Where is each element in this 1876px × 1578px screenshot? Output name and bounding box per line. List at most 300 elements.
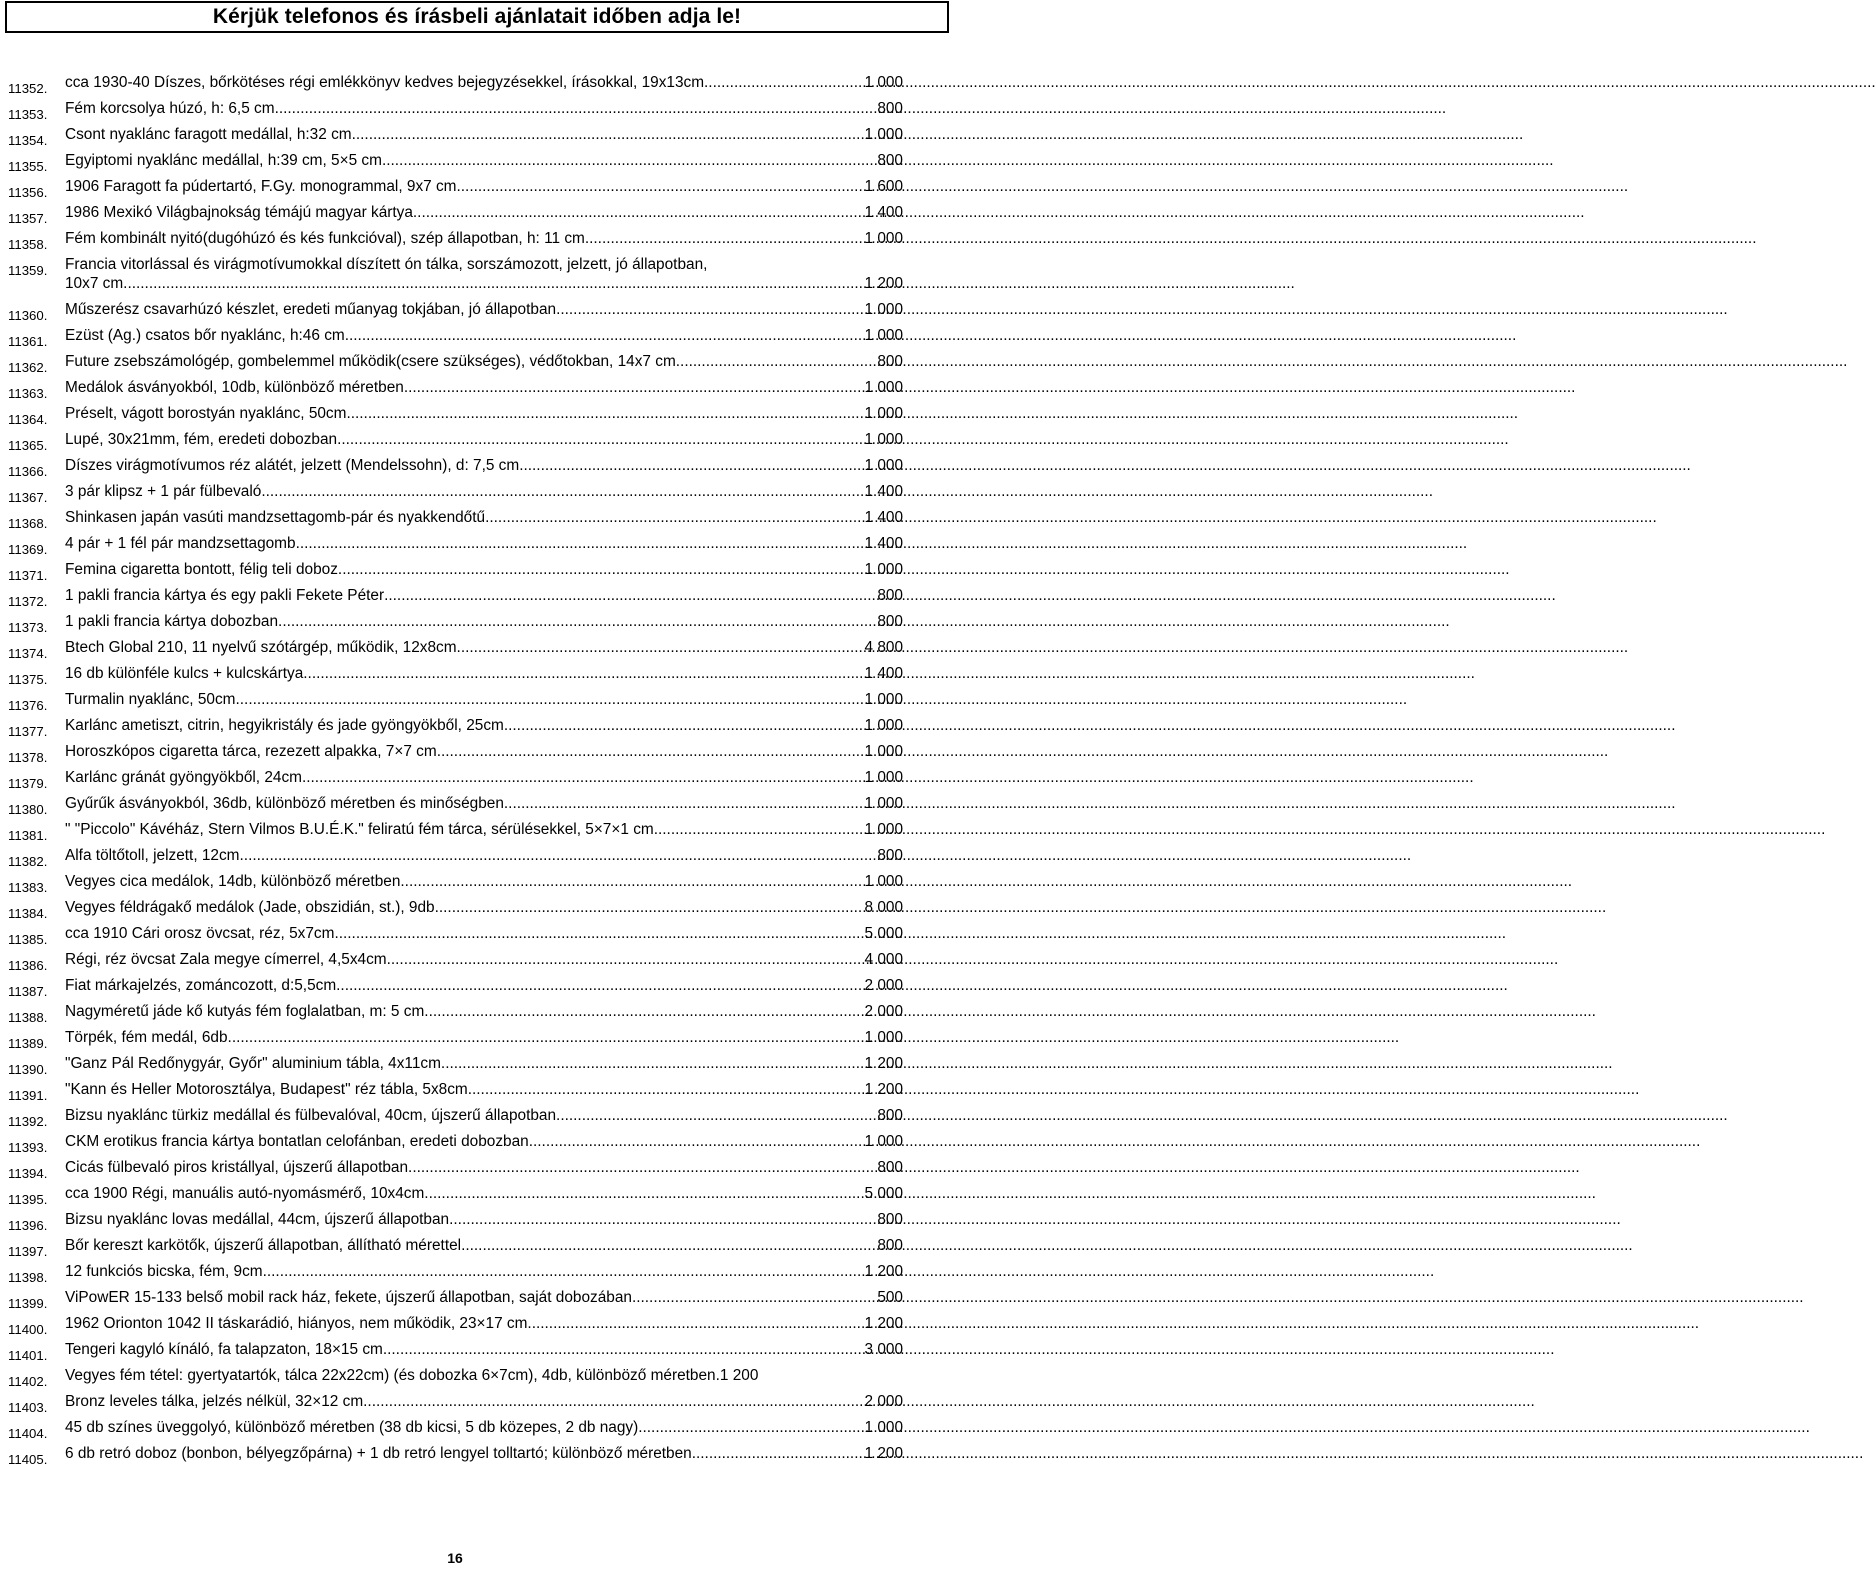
list-item [8,99,903,125]
item-line [65,1444,903,1463]
item-description: Btech Global 210, 11 nyelvű szótárgép, működik, 12x8cm [65,639,457,656]
dot-leader [638,1418,864,1437]
item-line [65,742,903,761]
dot-leader [556,300,864,319]
item-description: ViPowER 15-133 belső mobil rack ház, fekete, újszerű állapotban, saját dobozában [65,1289,632,1306]
item-description: "Ganz Pál Redőnygyár, Győr" aluminium tábla, 4x11cm [65,1055,441,1072]
item-price: 2 000 [864,977,903,994]
item-number: 11397. [8,1244,48,1259]
list-item [8,1054,903,1080]
item-description-block [65,1366,903,1385]
list-item [8,177,903,203]
item-line [65,430,903,449]
dot-leader [632,1288,877,1307]
dot-leader [654,820,865,839]
list-item [8,1366,903,1392]
item-price: 1 000 [864,1419,903,1436]
dot-leader [437,742,865,761]
item-price: 1 000 [864,327,903,344]
item-description-block [65,1262,903,1281]
item-description: " "Piccolo" Kávéház, Stern Vilmos B.U.É.K." feliratú fém tárca, sérülésekkel, 5×7×1 cm [65,821,654,838]
item-description-block [65,586,903,605]
item-number: 11389. [8,1036,48,1051]
item-line [65,1106,903,1125]
item-description-block [65,1418,903,1437]
item-line [65,177,903,196]
item-line [65,768,903,787]
item-number: 11390. [8,1062,48,1077]
item-number: 11378. [8,750,48,765]
dot-leader [404,378,865,397]
list-item [8,1080,903,1106]
item-description-block [65,1236,903,1255]
item-price: 800 [877,1237,903,1254]
list-item [8,378,903,404]
item-price: 800 [877,1211,903,1228]
item-line [65,73,903,92]
item-description: "Kann és Heller Motorosztálya, Budapest" réz tábla, 5x8cm [65,1081,468,1098]
item-number: 11396. [8,1218,48,1233]
item-description-block [65,768,903,787]
item-line [65,482,903,501]
item-description-block [65,482,903,501]
item-description: 10x7 cm [65,275,124,292]
item-number: 11361. [8,334,48,349]
item-description-block [65,664,903,683]
item-description: Nagyméretű jáde kő kutyás fém foglalatban, m: 5 cm [65,1003,425,1020]
item-number: 11368. [8,516,48,531]
item-line [65,1288,903,1307]
item-line [65,99,903,118]
item-description-block [65,534,903,553]
item-description-block [65,99,903,118]
item-line [65,586,903,605]
item-price: 1 400 [864,509,903,526]
item-number: 11386. [8,958,48,973]
item-number: 11365. [8,438,48,453]
item-price: 1 000 [864,821,903,838]
item-description-block [65,846,903,865]
dot-leader [346,404,864,423]
item-number: 11405. [8,1452,48,1467]
item-line [65,1236,903,1255]
item-line [65,534,903,553]
item-number: 11398. [8,1270,48,1285]
list-item [8,820,903,846]
list-item [8,1262,903,1288]
item-price: 1 000 [864,405,903,422]
dot-leader [236,690,865,709]
item-line [65,664,903,683]
item-line [65,1418,903,1437]
dot-leader [435,898,865,917]
item-line [65,1262,903,1281]
list-item [8,404,903,430]
item-number: 11353. [8,107,48,122]
item-description: Femina cigaretta bontott, félig teli doboz [65,561,338,578]
item-price: 1 000 [864,230,903,247]
item-description-block [65,1158,903,1177]
item-line [65,1002,903,1021]
item-description-block [65,612,903,631]
item-price: 4 800 [864,639,903,656]
dot-leader [303,664,864,683]
item-description-block [65,1444,903,1463]
item-description: Alfa töltőtoll, jelzett, 12cm [65,847,240,864]
item-price: 2 000 [864,1003,903,1020]
item-number: 11380. [8,802,48,817]
item-line [65,378,903,397]
item-description: Vegyes féldrágakő medálok (Jade, obszidián, st.), 9db [65,899,435,916]
item-number: 11381. [8,828,48,843]
list-item [8,872,903,898]
item-description-block [65,872,903,891]
item-line [65,560,903,579]
item-line [65,274,903,293]
item-description-block [65,151,903,170]
list-item [8,482,903,508]
list-item [8,508,903,534]
list-item [8,1392,903,1418]
item-price: 1 200 [864,1263,903,1280]
item-description: Fém kombinált nyitó(dugóhúzó és kés funkcióval), szép állapotban, h: 11 cm [65,230,585,247]
item-description: Cicás fülbevaló piros kristállyal, újszerű állapotban [65,1159,409,1176]
list-item [8,560,903,586]
list-item [8,1184,903,1210]
item-description: 3 pár klipsz + 1 pár fülbevaló [65,483,262,500]
dot-leader [441,1054,865,1073]
item-description-block [65,1080,903,1099]
dot-leader [345,326,865,345]
list-item [8,326,903,352]
item-number: 11352. [8,81,48,96]
item-line [65,300,903,319]
item-number: 11387. [8,984,48,999]
dot-leader [336,976,864,995]
list-item [8,716,903,742]
item-description-block [65,404,903,423]
item-line [65,1210,903,1229]
list-item [8,456,903,482]
item-price: 1 000 [864,431,903,448]
list-item [8,255,903,300]
item-line [65,1366,903,1385]
dot-leader: . [715,1367,720,1384]
item-description: 1906 Faragott fa púdertartó, F.Gy. monogrammal, 9x7 cm [65,178,457,195]
list-item [8,1132,903,1158]
dot-leader [424,1184,864,1203]
list-item [8,1340,903,1366]
item-line [65,1028,903,1047]
item-line [65,1054,903,1073]
dot-leader [585,229,865,248]
dot-leader [275,99,878,118]
item-price: 1 000 [864,457,903,474]
item-line [65,1158,903,1177]
item-description-block [65,508,903,527]
item-price: 8 000 [864,899,903,916]
item-number: 11363. [8,386,48,401]
item-description: 6 db retró doboz (bonbon, bélyegzőpárna) + 1 db retró lengyel tolltartó; különböző méretben [65,1445,692,1462]
item-price: 500 [877,1289,903,1306]
item-number: 11358. [8,237,48,252]
item-description: 16 db különféle kulcs + kulcskártya [65,665,304,682]
dot-leader [457,638,865,657]
item-description-block [65,300,903,319]
item-line [65,872,903,891]
item-number: 11403. [8,1400,48,1415]
list-item [8,1210,903,1236]
item-number: 11401. [8,1348,48,1363]
list-item [8,1106,903,1132]
item-line [65,638,903,657]
item-line [65,690,903,709]
item-line [65,352,903,371]
item-line [65,1080,903,1099]
item-description: Fiat márkajelzés, zománcozott, d:5,5cm [65,977,337,994]
item-price: 800 [877,587,903,604]
item-description-block [65,898,903,917]
item-price: 800 [877,152,903,169]
item-description: Karlánc gránát gyöngyökből, 24cm [65,769,302,786]
item-description: Horoszkópos cigaretta tárca, rezezett alpakka, 7×7 cm [65,743,437,760]
dot-leader [556,1106,877,1125]
item-price: 1 000 [864,561,903,578]
list-item [8,1158,903,1184]
dot-leader [529,1132,865,1151]
item-number: 11376. [8,698,48,713]
item-description-block [65,1054,903,1073]
item-description: Préselt, vágott borostyán nyaklánc, 50cm [65,405,347,422]
item-price: 1 400 [864,665,903,682]
item-line [65,794,903,813]
item-description: Bőr kereszt karkötők, újszerű állapotban, állítható mérettel [65,1237,462,1254]
item-number: 11373. [8,620,48,635]
item-price: 1 200 [719,1367,759,1384]
dot-leader [504,716,865,735]
list-item [8,898,903,924]
list-item [8,768,903,794]
item-description: Medálok ásványokból, 10db, különböző méretben [65,379,404,396]
dot-leader [263,1262,865,1281]
item-line [65,125,903,144]
dot-leader [457,177,865,196]
item-description-block [65,203,903,222]
page-title: Kérjük telefonos és írásbeli ajánlatait időben adja le! [212,5,742,28]
item-description-block [65,560,903,579]
item-price: 1 000 [864,743,903,760]
dot-leader [413,203,865,222]
item-description-block [65,1314,903,1333]
item-number: 11359. [8,263,48,278]
item-price: 5 000 [864,925,903,942]
list-item [8,1002,903,1028]
item-number: 11374. [8,646,48,661]
item-description-block [65,690,903,709]
item-price: 1 200 [864,1315,903,1332]
item-line [65,1314,903,1333]
item-description: cca 1900 Régi, manuális autó-nyomásmérő, 10x4cm [65,1185,425,1202]
list-item [8,690,903,716]
item-description-block [65,1392,903,1411]
item-line [65,820,903,839]
dot-leader [519,456,864,475]
item-description: Fém korcsolya húzó, h: 6,5 cm [65,100,275,117]
item-price: 1 400 [864,204,903,221]
item-description-block [65,326,903,345]
dot-leader [704,73,864,92]
list-item [8,1288,903,1314]
dot-leader [485,508,864,527]
item-number: 11354. [8,133,48,148]
item-number: 11388. [8,1010,48,1025]
item-line [65,1184,903,1203]
item-description: Egyiptomi nyaklánc medállal, h:39 cm, 5×5 cm [65,152,382,169]
item-description: CKM erotikus francia kártya bontatlan celofánban, eredeti dobozban [65,1133,529,1150]
list-item [8,73,903,99]
dot-leader [504,794,865,813]
dot-leader [676,352,878,371]
item-number: 11394. [8,1166,48,1181]
dot-leader [240,846,878,865]
item-number: 11375. [8,672,48,687]
dot-leader [337,430,864,449]
item-number: 11355. [8,159,48,174]
item-number: 11364. [8,412,48,427]
item-description: cca 1910 Cári orosz övcsat, réz, 5x7cm [65,925,335,942]
item-price: 1 000 [864,769,903,786]
item-description: Csont nyaklánc faragott medállal, h:32 cm [65,126,352,143]
item-price: 1 600 [864,178,903,195]
item-description: Vegyes fém tétel: gyertyatartók, tálca 22x22cm) (és dobozka 6×7cm), 4db, különböző méretben [65,1367,716,1384]
item-number: 11404. [8,1426,48,1441]
list-item [8,430,903,456]
list-item [8,1444,903,1470]
list-item [8,976,903,1002]
dot-leader [278,612,877,631]
item-price: 1 200 [864,1055,903,1072]
item-description: Shinkasen japán vasúti mandzsettagomb-pár és nyakkendőtű [65,509,486,526]
dot-leader [363,1392,864,1411]
item-description: cca 1930-40 Díszes, bőrkötéses régi emlékkönyv kedves bejegyzésekkel, írásokkal, 19x13cm [65,74,705,91]
item-description: Műszerész csavarhúzó készlet, eredeti műanyag tokjában, jó állapotban [65,301,557,318]
item-description: Régi, réz övcsat Zala megye címerrel, 4,5x4cm [65,951,387,968]
header-banner [5,1,949,33]
item-description-block [65,794,903,813]
item-description: Ezüst (Ag.) csatos bőr nyaklánc, h:46 cm [65,327,345,344]
item-description-block [65,976,903,995]
item-number: 11367. [8,490,48,505]
item-price: 1 400 [864,483,903,500]
dot-leader [461,1236,877,1255]
item-line [65,404,903,423]
item-description: Turmalin nyaklánc, 50cm [65,691,236,708]
item-description-block [65,1288,903,1307]
item-price: 4 000 [864,951,903,968]
item-price: 5 000 [864,1185,903,1202]
list-item [8,846,903,872]
item-description-block [65,716,903,735]
item-number: 11362. [8,360,48,375]
item-price: 1 000 [864,717,903,734]
dot-leader [383,1340,865,1359]
item-line [65,950,903,969]
item-description-block [65,352,903,371]
item-number: 11384. [8,906,48,921]
item-price: 1 000 [864,795,903,812]
item-number: 11356. [8,185,48,200]
item-description-block [65,229,903,248]
dot-leader [352,125,865,144]
item-number: 11372. [8,594,48,609]
list-item [8,229,903,255]
item-description-block [65,950,903,969]
dot-leader [692,1444,865,1463]
item-number: 11379. [8,776,48,791]
dot-leader [468,1080,865,1099]
list-item [8,664,903,690]
item-line [65,1132,903,1151]
auction-item-list [8,73,903,1470]
item-description: Karlánc ametiszt, citrin, hegyikristály és jade gyöngyökből, 25cm [65,717,504,734]
item-description-block [65,255,903,293]
item-description-block [65,1132,903,1151]
item-description: 1 pakli francia kártya dobozban [65,613,279,630]
item-price: 800 [877,1107,903,1124]
item-description-block [65,638,903,657]
item-number: 11392. [8,1114,48,1129]
list-item [8,1236,903,1262]
item-number: 11357. [8,211,48,226]
list-item [8,950,903,976]
item-description-block [65,742,903,761]
dot-leader [527,1314,864,1333]
item-description: Bizsu nyaklánc türkiz medállal és fülbevalóval, 40cm, újszerű állapotban [65,1107,557,1124]
item-price: 1 000 [864,379,903,396]
list-item [8,794,903,820]
item-number: 11382. [8,854,48,869]
item-price: 3 000 [864,1341,903,1358]
list-item [8,151,903,177]
item-number: 11383. [8,880,48,895]
dot-leader [387,950,865,969]
list-item [8,1028,903,1054]
dot-leader [408,1158,877,1177]
item-description: Tengeri kagyló kínáló, fa talapzaton, 18×15 cm [65,1341,383,1358]
item-price: 800 [877,847,903,864]
item-number: 11377. [8,724,48,739]
item-number: 11393. [8,1140,48,1155]
item-description: Díszes virágmotívumos réz alátét, jelzett (Mendelssohn), d: 7,5 cm [65,457,520,474]
list-item [8,1314,903,1340]
item-description: 45 db színes üveggolyó, különböző méretben (38 db kicsi, 5 db közepes, 2 db nagy) [65,1419,639,1436]
item-description-block [65,1028,903,1047]
item-description: Bizsu nyaklánc lovas medállal, 44cm, újszerű állapotban [65,1211,450,1228]
item-line [65,229,903,248]
item-price: 2 000 [864,1393,903,1410]
item-line [65,326,903,345]
dot-leader [382,151,877,170]
list-item [8,203,903,229]
list-item [8,742,903,768]
item-number: 11369. [8,542,48,557]
item-price: 1 000 [864,873,903,890]
item-description: 4 pár + 1 fél pár mandzsettagomb [65,535,296,552]
list-item [8,300,903,326]
dot-leader [424,1002,864,1021]
item-price: 1 200 [864,1445,903,1462]
item-line [65,898,903,917]
